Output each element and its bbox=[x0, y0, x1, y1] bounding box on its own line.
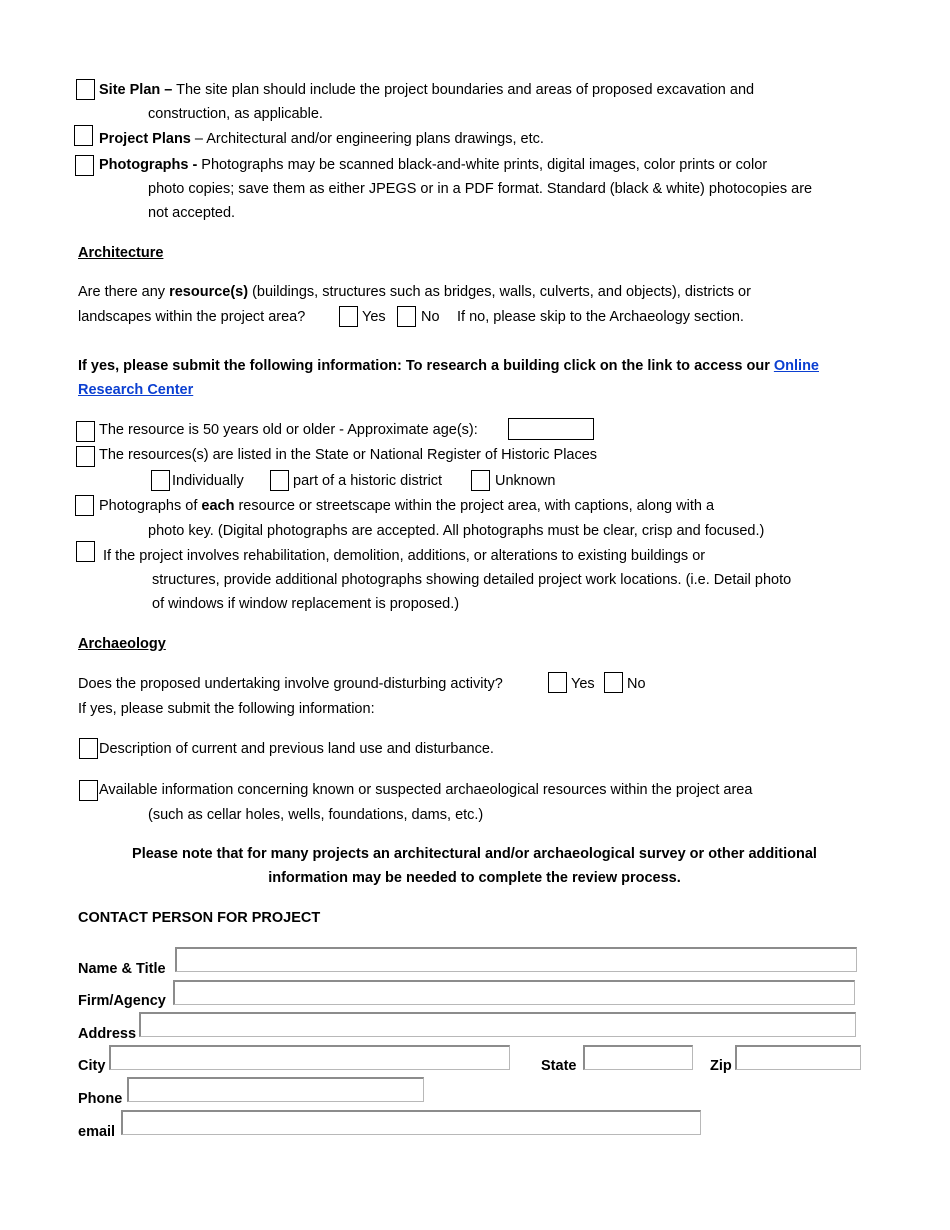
phone-input[interactable] bbox=[127, 1077, 424, 1102]
individually-label: Individually bbox=[172, 473, 244, 489]
register-item-label: The resources(s) are listed in the State or National Register of Historic Places bbox=[99, 447, 598, 463]
site-plan-checkbox[interactable] bbox=[76, 79, 95, 100]
survey-note-line1: Please note that for many projects an architectural and/or archaeological survey or other additional bbox=[132, 846, 817, 862]
online-research-center-link-2[interactable]: Research Center bbox=[78, 382, 194, 398]
unknown-label: Unknown bbox=[495, 473, 556, 489]
land-use-checkbox[interactable] bbox=[79, 738, 98, 759]
rehab-photos-checkbox[interactable] bbox=[76, 541, 95, 562]
site-plan-title: Site Plan – bbox=[99, 82, 173, 98]
project-plans-title: Project Plans bbox=[99, 131, 191, 147]
resource-photos-pre: Photographs of bbox=[99, 498, 202, 514]
architecture-yes-checkbox[interactable] bbox=[339, 306, 358, 327]
age-item-label: The resource is 50 years old or older - Approximate age(s): bbox=[99, 422, 478, 438]
address-input[interactable] bbox=[139, 1012, 856, 1037]
project-plans-checkbox[interactable] bbox=[74, 125, 93, 146]
firm-agency-label: Firm/Agency bbox=[78, 993, 166, 1009]
archaeological-resources-checkbox[interactable] bbox=[79, 780, 98, 801]
rehab-photos-line1: If the project involves rehabilitation, demolition, additions, or alterations to existing buildings or bbox=[103, 548, 706, 564]
architecture-question-bold: resource(s) bbox=[169, 284, 249, 300]
email-input[interactable] bbox=[121, 1110, 701, 1135]
architecture-skip-text: If no, please skip to the Archaeology section. bbox=[457, 309, 744, 325]
project-plans-text: – Architectural and/or engineering plans drawings, etc. bbox=[190, 131, 544, 147]
archaeology-no-checkbox[interactable] bbox=[604, 672, 623, 693]
rehab-photos-line2: structures, provide additional photographs showing detailed project work locations. (i.e. Detail photo bbox=[152, 572, 792, 588]
architecture-ifyes-line2 bbox=[78, 381, 193, 399]
zip-label: Zip bbox=[710, 1058, 732, 1074]
architecture-question-line1 bbox=[78, 283, 751, 301]
architecture-ifyes-line1 bbox=[78, 357, 819, 375]
archaeological-resources-line1: Available information concerning known or suspected archaeological resources within the project area bbox=[99, 782, 753, 798]
unknown-checkbox[interactable] bbox=[471, 470, 490, 491]
age-checkbox[interactable] bbox=[76, 421, 95, 442]
archaeology-yes-label: Yes bbox=[571, 676, 595, 692]
architecture-yes-label: Yes bbox=[362, 309, 386, 325]
contact-heading: CONTACT PERSON FOR PROJECT bbox=[78, 910, 321, 926]
online-research-center-link[interactable]: Online bbox=[773, 358, 819, 374]
archaeology-yes-checkbox[interactable] bbox=[548, 672, 567, 693]
project-plans-item bbox=[99, 130, 544, 148]
zip-input[interactable] bbox=[735, 1045, 861, 1070]
city-input[interactable] bbox=[109, 1045, 510, 1070]
architecture-question-post: (buildings, structures such as bridges, walls, culverts, and objects), districts or bbox=[248, 284, 751, 300]
photographs-title: Photographs - bbox=[99, 157, 198, 173]
firm-agency-input[interactable] bbox=[173, 980, 855, 1005]
architecture-heading: Architecture bbox=[78, 245, 164, 261]
email-label: email bbox=[78, 1124, 116, 1140]
state-label: State bbox=[541, 1058, 577, 1074]
register-checkbox[interactable] bbox=[76, 446, 95, 467]
site-plan-item bbox=[99, 81, 754, 99]
archaeology-question: Does the proposed undertaking involve ground-disturbing activity? bbox=[78, 676, 503, 692]
survey-note-line2: information may be needed to complete the review process. bbox=[268, 870, 681, 886]
architecture-no-checkbox[interactable] bbox=[397, 306, 416, 327]
site-plan-text-2: construction, as applicable. bbox=[148, 106, 323, 122]
archaeology-ifyes: If yes, please submit the following information: bbox=[78, 701, 375, 717]
photographs-item bbox=[99, 156, 767, 174]
architecture-question-pre: Are there any bbox=[78, 284, 170, 300]
rehab-photos-line3: of windows if window replacement is proposed.) bbox=[152, 596, 460, 612]
architecture-question-line2: landscapes within the project area? bbox=[78, 309, 306, 325]
resource-photos-line1 bbox=[99, 497, 714, 515]
archaeology-heading: Archaeology bbox=[78, 636, 166, 652]
site-plan-text: The site plan should include the project boundaries and areas of proposed excavation and bbox=[172, 82, 755, 98]
photographs-text-3: not accepted. bbox=[148, 205, 236, 221]
land-use-label: Description of current and previous land use and disturbance. bbox=[99, 741, 494, 757]
address-label: Address bbox=[78, 1026, 137, 1042]
resource-photos-post: resource or streetscape within the project area, with captions, along with a bbox=[234, 498, 715, 514]
resource-photos-checkbox[interactable] bbox=[75, 495, 94, 516]
photographs-text-2: photo copies; save them as either JPEGS or in a PDF format. Standard (black & white) photocopies are bbox=[148, 181, 813, 197]
resource-photos-bold: each bbox=[201, 498, 235, 514]
name-title-label: Name & Title bbox=[78, 961, 166, 977]
historic-district-checkbox[interactable] bbox=[270, 470, 289, 491]
city-label: City bbox=[78, 1058, 106, 1074]
photographs-text: Photographs may be scanned black-and-white prints, digital images, color prints or color bbox=[197, 157, 768, 173]
state-input[interactable] bbox=[583, 1045, 693, 1070]
photographs-checkbox[interactable] bbox=[75, 155, 94, 176]
archaeological-resources-line2: (such as cellar holes, wells, foundations, dams, etc.) bbox=[148, 807, 484, 823]
individually-checkbox[interactable] bbox=[151, 470, 170, 491]
archaeology-no-label: No bbox=[627, 676, 646, 692]
historic-district-label: part of a historic district bbox=[293, 473, 443, 489]
age-input[interactable] bbox=[508, 418, 594, 440]
phone-label: Phone bbox=[78, 1091, 123, 1107]
architecture-no-label: No bbox=[421, 309, 440, 325]
name-title-input[interactable] bbox=[175, 947, 857, 972]
architecture-ifyes-text: If yes, please submit the following information: To research a building click on the link to access our bbox=[78, 358, 774, 374]
resource-photos-line2: photo key. (Digital photographs are accepted. All photographs must be clear, crisp and focused.) bbox=[148, 523, 765, 539]
